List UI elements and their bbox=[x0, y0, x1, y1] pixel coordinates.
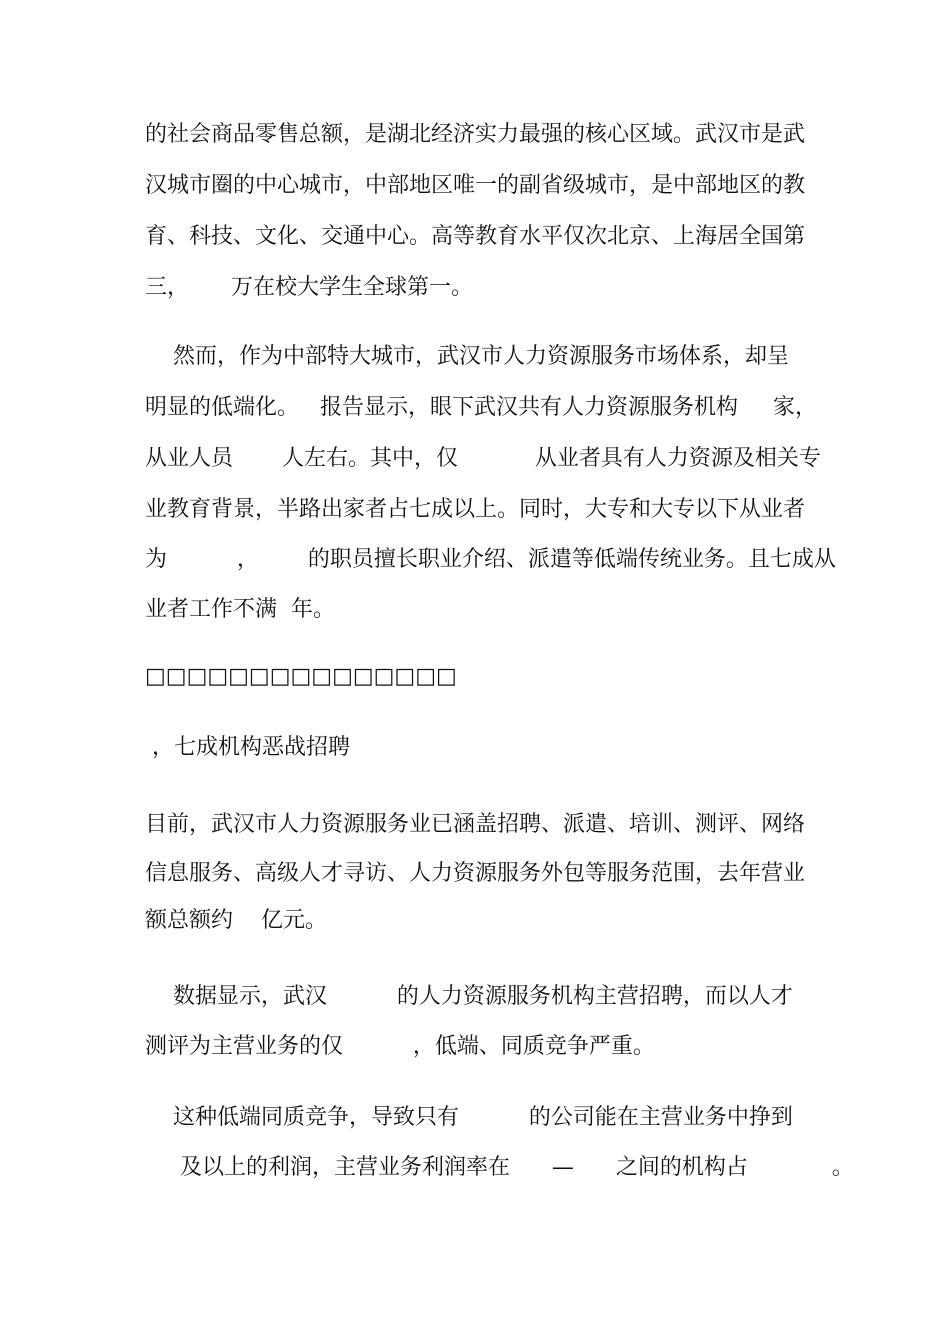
paragraph-1-line-3: 育、科技、文化、交通中心。高等教育水平仅次北京、上海居全国第 bbox=[145, 224, 806, 249]
paragraph-4-line-2: 测评为主营业务的仅 ，低端、同质竞争严重。 bbox=[145, 1034, 655, 1059]
paragraph-4-line-1: 数据显示，武汉 的人力资源服务机构主营招聘，而以人才 bbox=[145, 984, 793, 1009]
garbled-text-line: □□□□□□□□□□□□□□□ bbox=[145, 664, 457, 689]
paragraph-3-line-1: 目前，武汉市人力资源服务业已涵盖招聘、派遣、培训、测评、网络 bbox=[145, 812, 806, 837]
paragraph-3-line-2: 信息服务、高级人才寻访、人力资源服务外包等服务范围，去年营业 bbox=[145, 861, 806, 886]
paragraph-2-line-2: 明显的低端化。 报告显示，眼下武汉共有人力资源服务机构 家， bbox=[145, 395, 817, 420]
paragraph-2-line-5: 为 ， 的职员擅长职业介绍、派遣等低端传统业务。且七成从 bbox=[145, 547, 836, 572]
paragraph-2-line-6: 业者工作不满 年。 bbox=[145, 597, 335, 622]
paragraph-5-line-1: 这种低端同质竞争，导致只有 的公司能在主营业务中挣到 bbox=[145, 1105, 793, 1130]
paragraph-2-line-3: 从业人员 人左右。其中，仅 从业者具有人力资源及相关专 bbox=[145, 446, 821, 471]
paragraph-3-line-3: 额总额约 亿元。 bbox=[145, 908, 327, 933]
paragraph-5-line-2: 及以上的利润，主营业务利润率在 — 之间的机构占 。 bbox=[145, 1155, 854, 1180]
paragraph-1-line-2: 汉城市圈的中心城市，中部地区唯一的副省级城市，是中部地区的教 bbox=[145, 173, 806, 198]
paragraph-1-line-4: 三， 万在校大学生全球第一。 bbox=[145, 275, 473, 300]
paragraph-2-line-1: 然而，作为中部特大城市，武汉市人力资源服务市场体系，却呈 bbox=[145, 344, 789, 369]
paragraph-1-line-1: 的社会商品零售总额，是湖北经济实力最强的核心区域。武汉市是武 bbox=[145, 122, 806, 147]
paragraph-2-line-4: 业教育背景，半路出家者占七成以上。同时，大专和大专以下从业者 bbox=[145, 497, 806, 522]
subheading: ，七成机构恶战招聘 bbox=[145, 735, 350, 760]
